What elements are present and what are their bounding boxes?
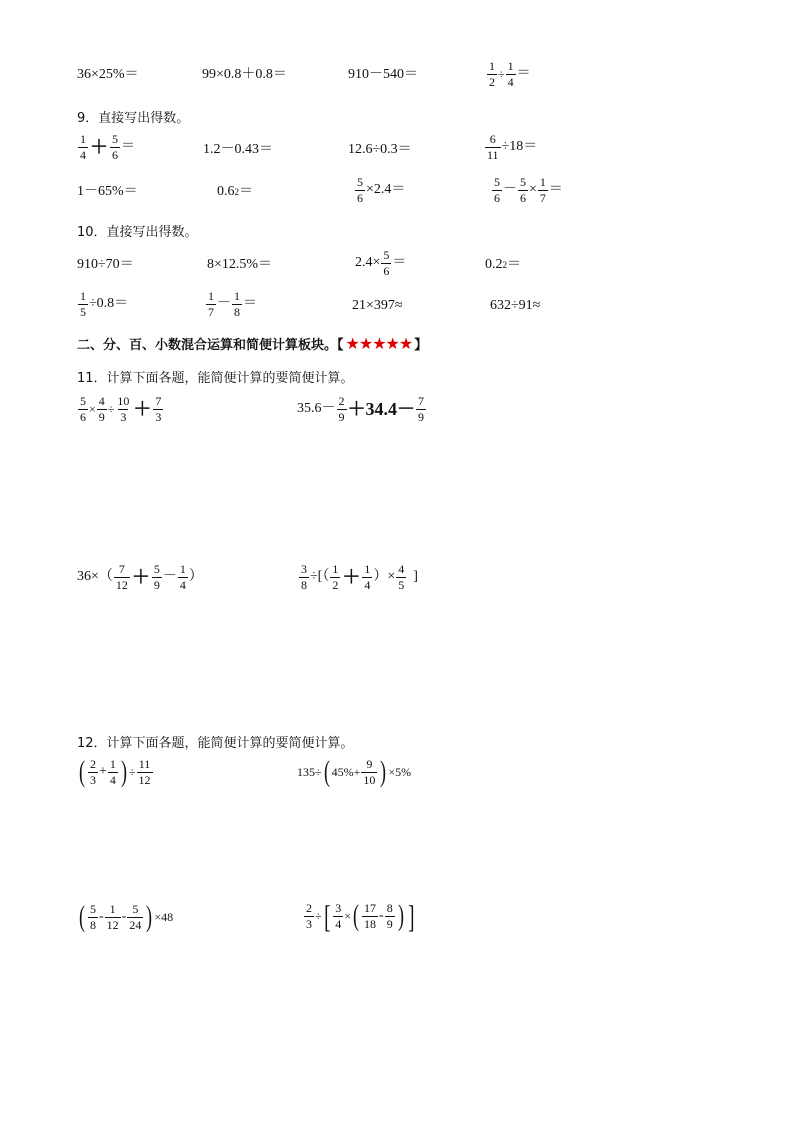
q10-r1-c: 2.4× $\frac{5}{6}$ ＝	[355, 248, 407, 278]
q12-expr2: 135÷ ( 45%+ $\frac{9}{10}$ ) ×5%	[297, 755, 412, 788]
q11-expr2: 35.6－ 2 9 ＋34.4－ 7 9	[297, 394, 424, 424]
fraction: $\frac{1}{2}$	[489, 59, 495, 89]
q10-r2-b: 1 7 － 1 8 ＝	[208, 289, 257, 319]
q12-expr1: ( 2 3 + $\frac{1}{4}$ ) ÷ $\frac{11}{12}$	[79, 755, 151, 788]
q9-r2-c: $\frac{5}{6}$ ×2.4＝	[357, 175, 406, 205]
q12-title: 12．计算下面各题，能简便计算的要简便计算。	[77, 736, 354, 751]
section2-title: 二、分、百、小数混合运算和简便计算板块。【 ★★★★★ 】	[77, 334, 428, 353]
q10-r1-b: 8×12.5%＝	[207, 257, 273, 272]
q10-r1-a: 910÷70＝	[77, 257, 134, 272]
q9-r1-a: 1 4 ＋ 5 6 ＝	[80, 132, 135, 162]
calc-row0-d: $\frac{1}{2}$ ÷ $\frac{1}{4}$ ＝	[489, 59, 531, 89]
q9-r1-d: $\frac{6}{11}$ ÷18＝	[487, 132, 538, 162]
q11-expr1: $\frac{5}{6}$ × $\frac{4}{9}$ ÷ $\frac{10}{3}$ ＋ 7 3	[80, 394, 162, 424]
q12-expr3: ( 5 8 - 1 12 - 5 24 ) ×48	[79, 900, 174, 933]
calc-row0-a: 36×25%＝	[77, 67, 139, 82]
q11-expr3: 36×（ 7 12 ＋ 5 9 － 1 4 ）	[77, 562, 203, 592]
q10-r2-a: $\frac{1}{5}$ ÷0.8＝	[80, 289, 129, 319]
q9-r2-d: 5 6 － $\frac{5}{6}$ × $\frac{1}{7}$ ＝	[494, 175, 563, 205]
q9-r1-c: 12.6÷0.3＝	[348, 142, 412, 157]
q9-title: 9．直接写出得数。	[77, 111, 190, 126]
q10-r2-c: 21×397≈	[352, 298, 403, 313]
calc-row0-b: 99×0.8＋0.8＝	[202, 67, 287, 82]
q11-expr4: $\frac{3}{8}$ ÷[（ 1 2 ＋ 1 4 ）× $\frac{4}{5}$ ]	[301, 562, 418, 592]
q10-r1-d: 0.2 2 ＝	[485, 257, 521, 272]
q12-expr4: $\frac{2}{3}$ ÷ [ $\frac{3}{4}$ × ( 17 18 - 8 9 ) ]	[306, 898, 415, 934]
q9-r1-b: 1.2－0.43＝	[203, 142, 273, 157]
q11-title: 11．计算下面各题，能简便计算的要简便计算。	[77, 371, 354, 386]
q9-r2-b: 0.6 2 ＝	[217, 184, 253, 199]
calc-row0-c: 910－540＝	[348, 67, 418, 82]
fraction: $\frac{1}{4}$	[507, 59, 514, 89]
q9-r2-a: 1－65%＝	[77, 184, 138, 199]
rating-stars: ★★★★★	[345, 334, 413, 353]
q10-r2-d: 632÷91≈	[490, 298, 541, 313]
q10-title: 10．直接写出得数。	[77, 225, 198, 240]
